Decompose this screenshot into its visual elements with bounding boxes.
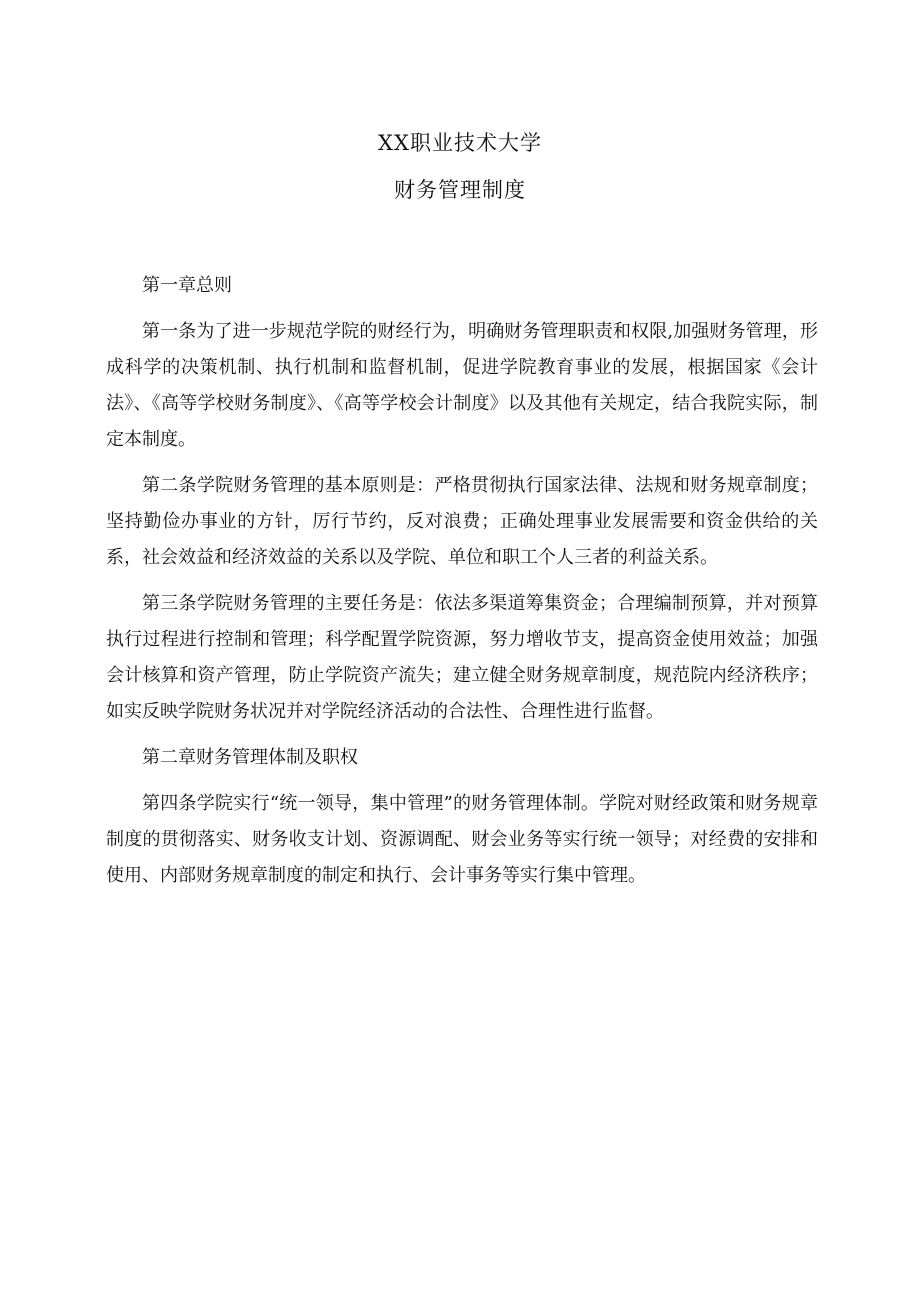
document-title-institution: XX职业技术大学 (378, 131, 542, 155)
article-3: 第三条学院财务管理的主要任务是：依法多渠道筹集资金；合理编制预算，并对预算执行过程进行控制和管理；科学配置学院资源，努力增收节支，提高资金使用效益；加强会计核算和资产管理，防止学院资产流失；建立健全财务规章制度，规范院内经济秩序；如实反映学院财务状况并对学院经济活动的合法性、合理性进行监督。 (106, 593, 818, 722)
document-body (106, 268, 818, 894)
article-4: 第四条学院实行“统一领导，集中管理”的财务管理体制。学院对财经政策和财务规章制度的贯彻落实、财务收支计划、资源调配、财会业务等实行统一领导；对经费的安排和使用、内部财务规章制度的制定和执行、会计事务等实行集中管理。 (106, 793, 818, 886)
article-1: 第一条为了进一步规范学院的财经行为，明确财务管理职责和权限,加强财务管理，形成科学的决策机制、执行机制和监督机制，促进学院教育事业的发展，根据国家《会计法》、《高等学校财务制度》、《高等学校会计制度》以及其他有关规定，结合我院实际，制定本制度。 (106, 321, 818, 450)
document-title-regulation: 财务管理制度 (394, 178, 526, 202)
chapter-heading-2: 第二章财务管理体制及职权 (142, 747, 358, 768)
article-2: 第二条学院财务管理的基本原则是：严格贯彻执行国家法律、法规和财务规章制度；坚持勤俭办事业的方针，厉行节约，反对浪费；正确处理事业发展需要和资金供给的关系，社会效益和经济效益的关系以及学院、单位和职工个人三者的利益关系。 (106, 475, 818, 568)
chapter-heading-1: 第一章总则 (142, 275, 232, 296)
